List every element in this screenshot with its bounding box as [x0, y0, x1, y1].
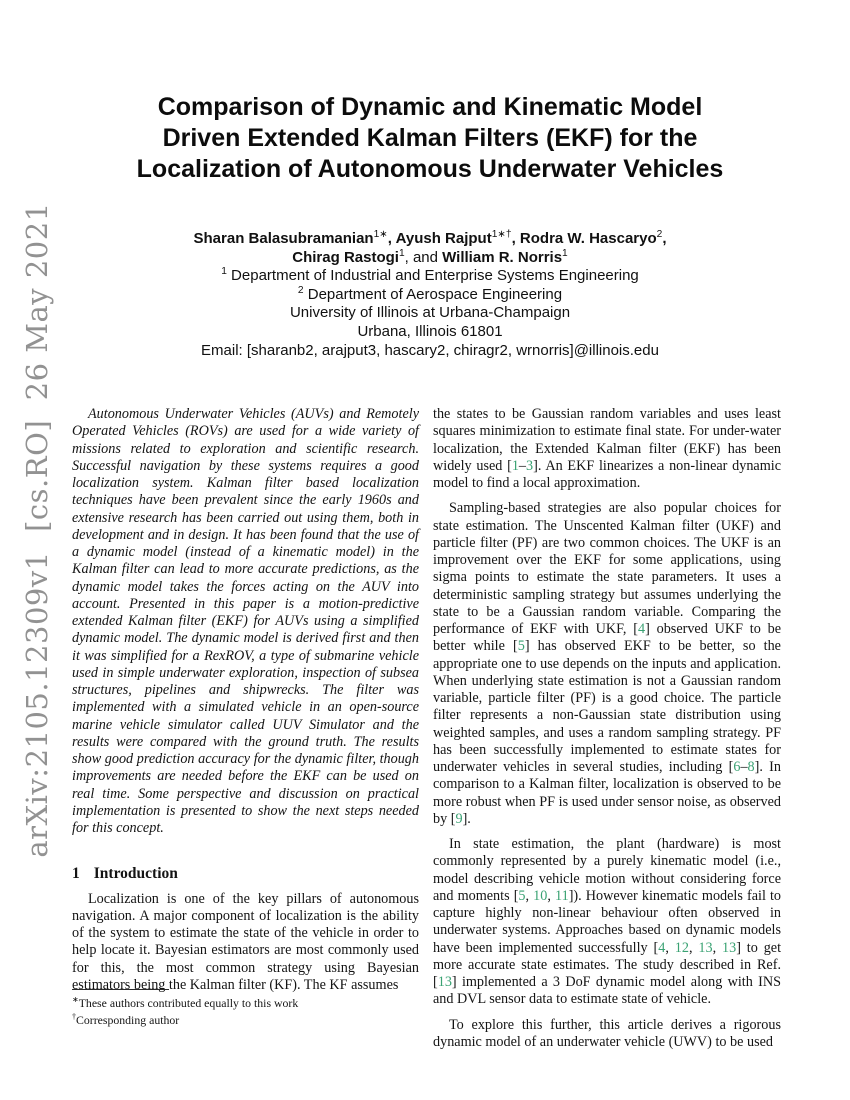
- city-line: Urbana, Illinois 61801: [357, 322, 503, 340]
- citation-link[interactable]: 6: [733, 759, 741, 775]
- citation-link[interactable]: 12: [674, 939, 689, 956]
- text-segment: ]. An EKF linearizes a non-linear dynamic model to find a local approximation.: [433, 457, 781, 491]
- text-segment: ,: [511, 230, 520, 247]
- text-segment: Rodra W. Hascaryo: [519, 230, 657, 247]
- text-segment: Chirag Rastogi: [292, 248, 399, 266]
- section-title: Introduction: [93, 865, 178, 883]
- author-names-line-1: [70, 230, 790, 249]
- text-segment: 1∗: [373, 229, 388, 240]
- citation-link[interactable]: 13: [437, 974, 452, 990]
- citation-link[interactable]: 1: [511, 457, 519, 474]
- affiliation-2: [70, 286, 790, 305]
- text-segment: 1: [221, 266, 227, 278]
- text-segment: Sampling-based strategies are also popular choices for state estimation. The Unscented Kalman filter (UKF) and particle filter (PF) are two common choices. The UKF is an improvement over the EKF for some applications, using sigma points to estimate the state parameters. It uses a deterministic sampling strategy but assumes underlying the state to be a Gaussian random variable. Comparing the performance of EKF with UKF, [: [433, 500, 781, 637]
- footnote-corresponding-author: [72, 1012, 419, 1029]
- paragraph-to-explore-further: [433, 1017, 781, 1052]
- footnote-area: [72, 989, 419, 1028]
- text-segment: To explore this further, this article derives a rigorous dynamic model of an underwater vehicle (UWV) to be used: [433, 1016, 781, 1050]
- text-segment: Sharan Balasubramanian: [193, 230, 374, 247]
- paper-title: [70, 92, 790, 185]
- citation-link[interactable]: 10: [533, 887, 548, 904]
- text-segment: , and: [404, 248, 443, 266]
- text-segment: ,: [547, 887, 556, 904]
- footnote-equal-contribution: [72, 995, 419, 1012]
- affiliation-1: [70, 267, 790, 286]
- text-segment: †: [72, 1011, 77, 1021]
- text-segment: 1∗†: [491, 229, 512, 240]
- text-segment: ,: [665, 939, 675, 956]
- section-heading-introduction: [72, 865, 419, 882]
- text-segment: 2: [297, 284, 304, 296]
- author-names-line-2: [70, 249, 790, 268]
- text-segment: Department of Aerospace Engineering: [303, 285, 563, 303]
- citation-link[interactable]: 4: [658, 939, 666, 956]
- text-segment: ]). However kinematic models fail to capture highly non-linear behaviour often observed in underwater systems. Approaches based on dynamic models have been implemented successfully [: [433, 887, 782, 956]
- title-line-1: Comparison of Dynamic and Kinematic Model: [157, 93, 703, 121]
- text-segment: William R. Norris: [442, 248, 563, 266]
- text-segment: ,: [688, 939, 699, 956]
- text-segment: 1: [398, 247, 405, 259]
- text-segment: Department of Industrial and Enterprise Systems Engineering: [226, 267, 639, 285]
- text-segment: ] observed UKF to be better while [: [433, 621, 782, 655]
- citation-link[interactable]: 11: [555, 887, 569, 904]
- footnote-rule: [72, 989, 169, 990]
- text-segment: ,: [387, 230, 396, 247]
- arxiv-watermark-label: arXiv:2105.12309v1 [cs.RO] 26 May 2021: [20, 202, 54, 858]
- text-segment: ].: [462, 810, 471, 827]
- citation-link[interactable]: 5: [518, 887, 526, 904]
- text-segment: 1: [562, 247, 568, 259]
- text-segment: ,: [712, 939, 722, 956]
- text-segment: ] to get more accurate state estimates. The study described in Ref. [: [433, 939, 782, 990]
- paragraph-kf-continuation: [433, 406, 781, 492]
- citation-link[interactable]: 8: [747, 759, 755, 775]
- authors-block: [70, 230, 790, 360]
- title-line-2: Driven Extended Kalman Filters (EKF) for the: [162, 124, 698, 152]
- right-column: [433, 406, 781, 1059]
- text-segment: ,: [525, 887, 534, 904]
- text-segment: ] has observed EKF to be better, so the appropriate one to use depends on the inputs and application. When underlying state estimation is not a Gaussian random variable, particle filter (PF) is a good choice. The particle filter represents a non-Gaussian state distribution using weighted samples, and uses a random sampling strategy. PF has been successfully implemented to estimate states for underwater vehicles in several studies, including [: [433, 638, 781, 775]
- citation-link[interactable]: 5: [517, 638, 525, 655]
- text-segment: These authors contributed equally to this work: [78, 996, 299, 1010]
- section-number: 1: [72, 865, 80, 883]
- text-segment: In state estimation, the plant (hardware) is most commonly represented by a purely kinematic model (i.e., model describing vehicle motion without considering force and moments [: [433, 836, 781, 904]
- paragraph-sampling-strategies: [433, 500, 781, 828]
- text-segment: the states to be Gaussian random variables and uses least squares minimization to estimate final state. For under-water localization, the Extended Kalman filter (EKF) has been widely used [: [433, 406, 781, 474]
- text-segment: –: [740, 759, 748, 775]
- text-segment: ]. In comparison to a Kalman filter, localization is observed to be more robust when PF is used under sensor noise, as observed by [: [433, 759, 781, 827]
- citation-link[interactable]: 13: [722, 939, 737, 956]
- citation-link[interactable]: 3: [526, 457, 534, 474]
- citation-link[interactable]: 9: [455, 810, 463, 827]
- introduction-paragraph: Localization is one of the key pillars of autonomous navigation. A major component of localization is the ability of the system to estimate the state of the vehicle in order to help locate it. Bayesian estimators are most commonly used for this, the most common strategy using Bayesian estimators being the Kalman filter (KF). The KF assumes: [72, 890, 419, 993]
- abstract-paragraph: Autonomous Underwater Vehicles (AUVs) and Remotely Operated Vehicles (ROVs) are used for a wide variety of missions related to exploration and scientific research. Successful navigation by these systems requires a good localization system. Kalman filter based localization techniques have been prevalent since the early 1960s and extensive research has been carried out using them, both in development and in design. It has been found that the use of a dynamic model (instead of a kinematic model) in the Kalman filter can lead to more accurate predictions, as the dynamic model takes the forces acting on the AUV into account. Presented in this paper is a motion-predictive extended Kalman filter (EKF) for AUVs using a simplified dynamic model. The dynamic model is derived first and then it was simplified for a RexROV, a type of submarine vehicle used in simple underwater exploration, inspection of subsea structures, pipelines and shipwrecks. The filter was implemented with a simulated vehicle in an open-source marine vehicle simulator called UUV Simulator and the results were compared with the ground truth. The results show good prediction accuracy for the dynamic filter, though improvements are needed before the EKF can be used on real time. Some perspective and discussion on practical implementation is presented to show the next steps needed for this concept.: [72, 406, 419, 836]
- title-line-3: Localization of Autonomous Underwater Vehicles: [136, 155, 724, 183]
- citation-link[interactable]: 4: [638, 621, 646, 637]
- paragraph-state-estimation-models: [433, 836, 781, 1009]
- university-line: University of Illinois at Urbana-Champaign: [289, 304, 571, 322]
- text-segment: ∗: [72, 995, 79, 1005]
- text-segment: Ayush Rajput: [395, 230, 492, 247]
- email-line: Email: [sharanb2, arajput3, hascary2, chiragr2, wrnorris]@illinois.edu: [201, 341, 659, 359]
- text-segment: ] implemented a 3 DoF dynamic model along with INS and DVL sensor data to estimate state of vehicle.: [433, 974, 781, 1008]
- citation-link[interactable]: 13: [698, 939, 713, 956]
- text-segment: 2: [656, 229, 663, 240]
- text-segment: Corresponding author: [76, 1012, 180, 1027]
- text-segment: ,: [662, 230, 667, 247]
- text-segment: –: [518, 457, 527, 474]
